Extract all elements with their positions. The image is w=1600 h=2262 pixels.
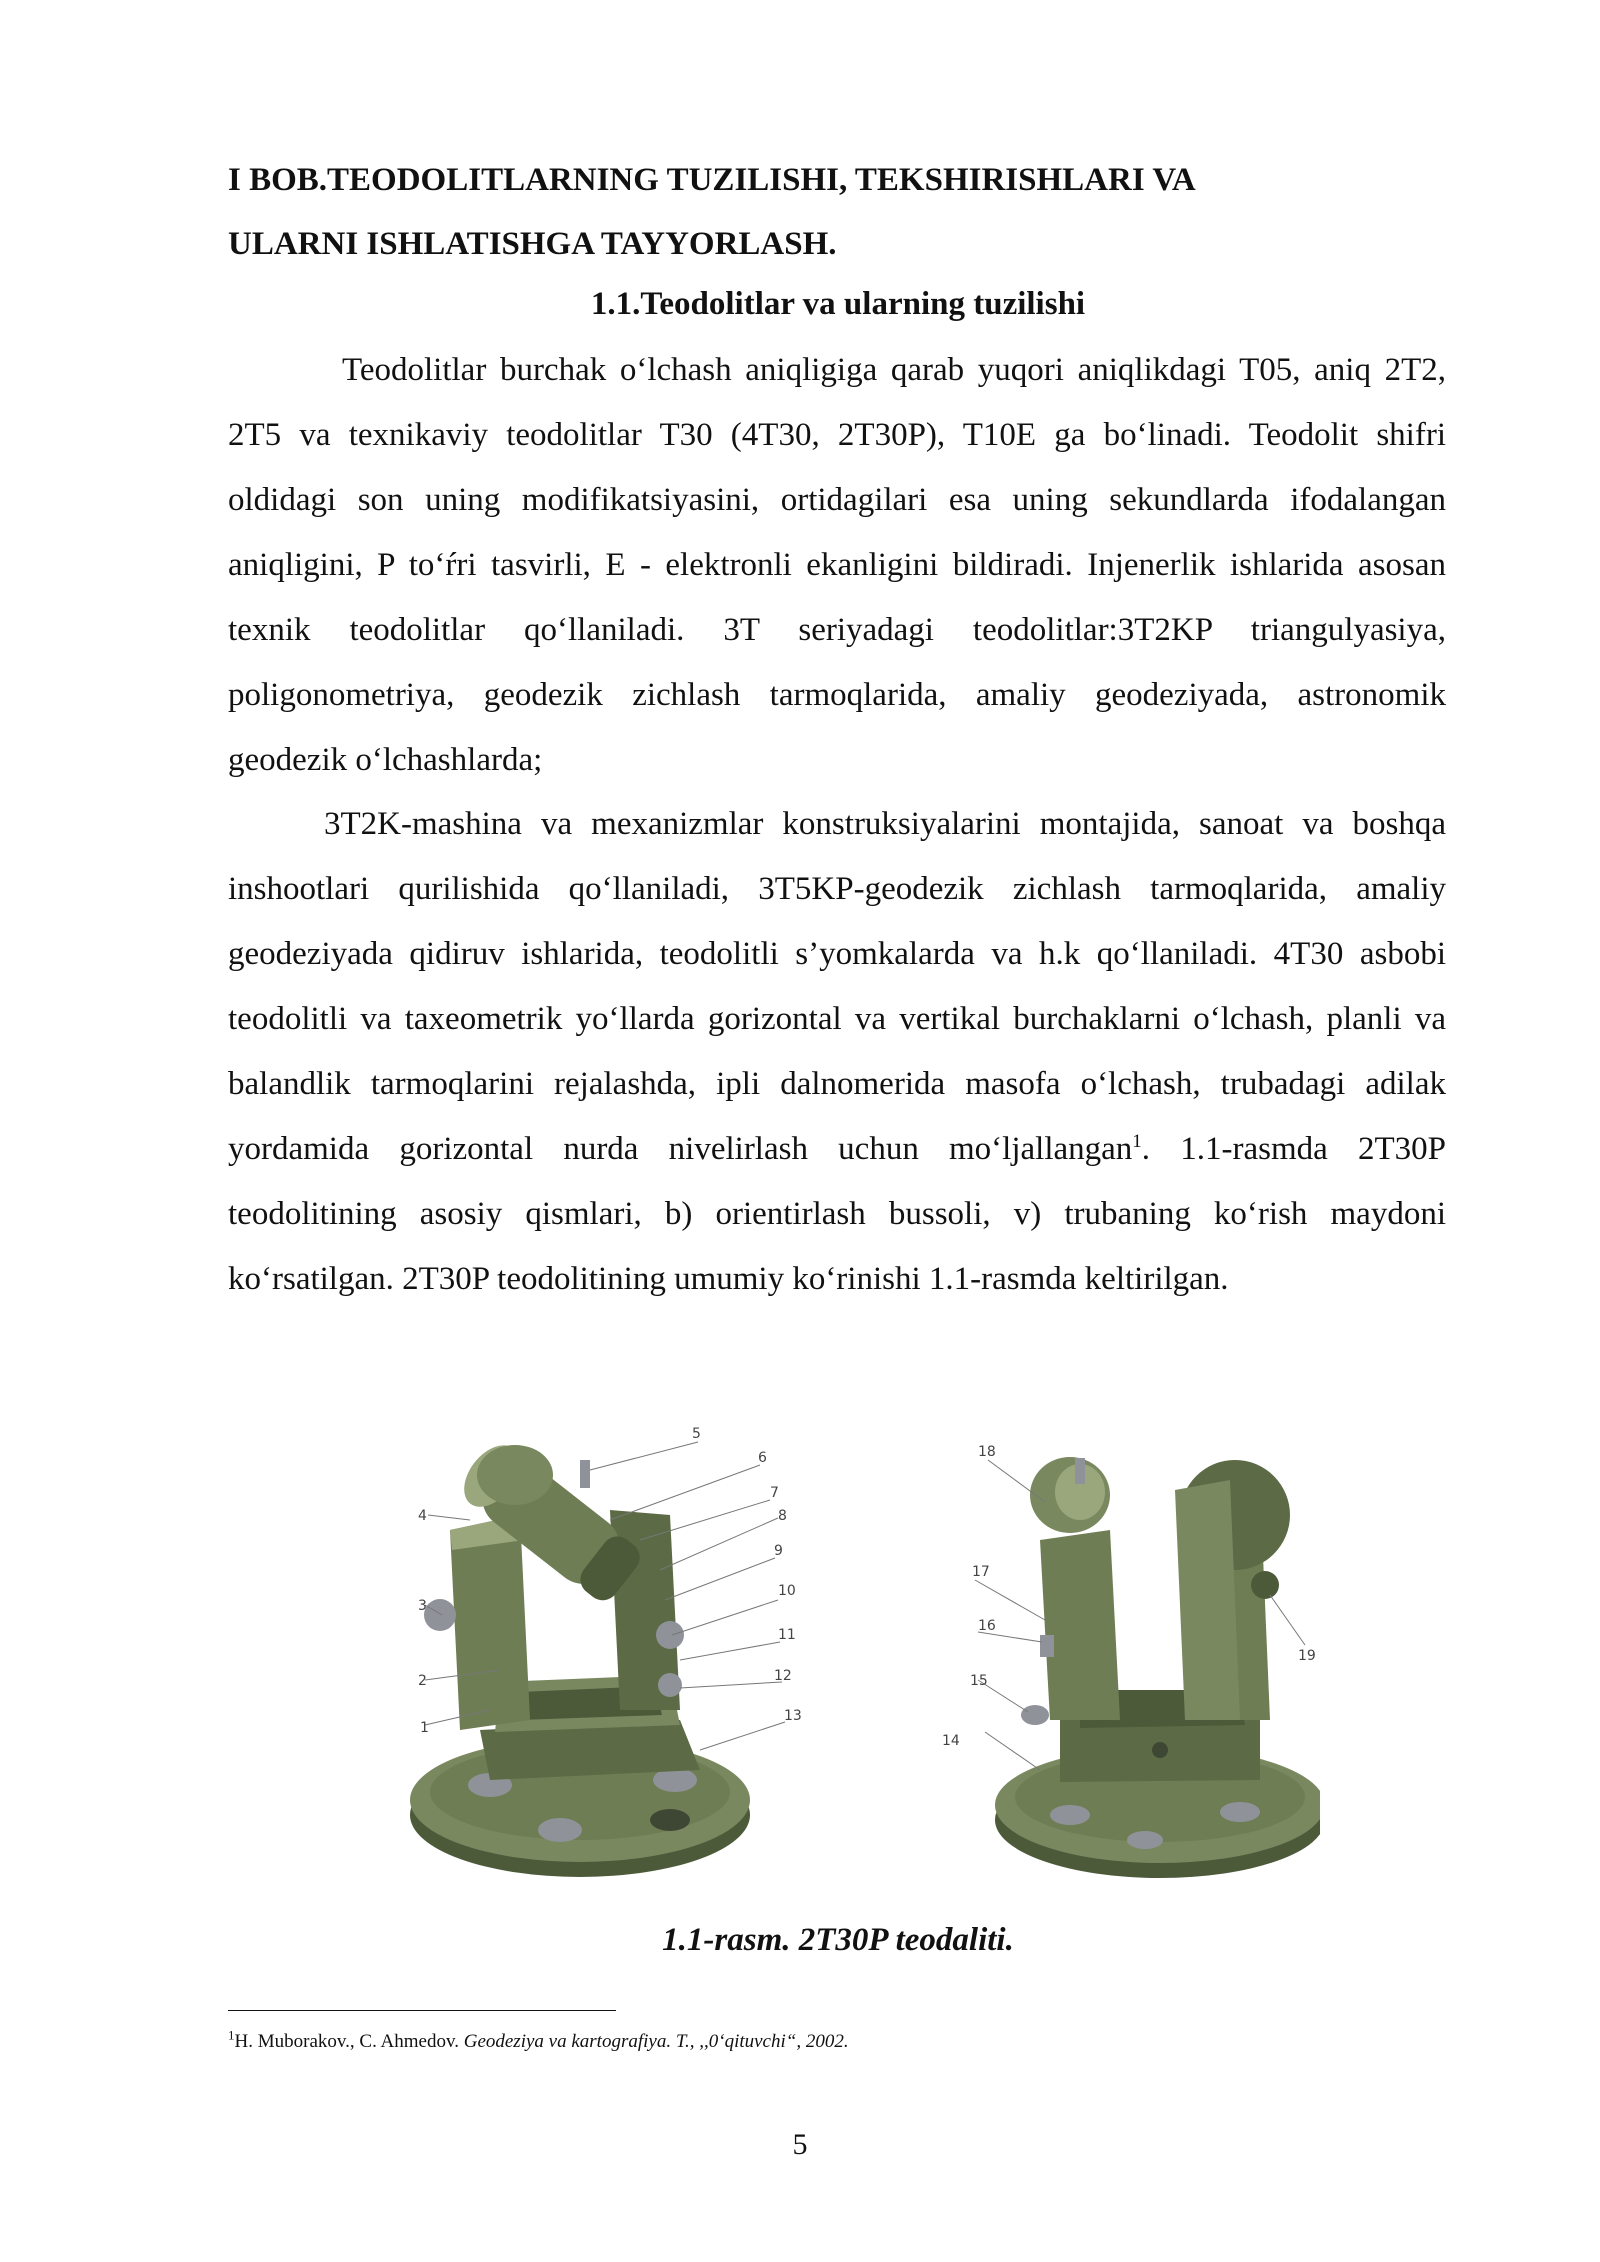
fig-label-11: 11 <box>778 1627 796 1643</box>
fig-label-4: 4 <box>418 1508 427 1524</box>
footnote-authors: H. Muborakov., C. Ahmedov. <box>234 2031 464 2052</box>
chapter-title-line-1: I BOB.TEODOLITLARNING TUZILISHI, TEKSHIRISHLARI VA <box>228 162 1196 198</box>
page-number: 5 <box>792 2128 808 2161</box>
paragraph-2-text-b: . 1.1-rasmda 2T30P teodolitining asosiy qismlari, b) orientirlash bussoli, v) trubaning ko‘rish maydoni ko‘rsatilgan. 2T30P teodolitining umumiy ko‘rinishi 1.1-rasmda keltirilgan. <box>228 1131 1447 1297</box>
fig-label-2: 2 <box>418 1673 427 1689</box>
theodolite-front-view <box>410 1426 802 1877</box>
fig-label-5: 5 <box>692 1426 701 1442</box>
paragraph-1: Teodolitlar burchak o‘lchash aniqligiga qarab yuqori aniqlikdagi T05, aniq 2T2, 2T5 va texnikaviy teodolitlar T30 (4T30, 2T30P), T10E ga bo‘linadi. Teodolit shifri oldidagi son uning modifikatsiyasini, ortidagilari esa uning sekundlarda ifodalangan aniqligini, P to‘ŕri tasvirli, E - elektronli ekanligini bildiradi. Injenerlik ishlarida asosan texnik teodolitlar qo‘llaniladi. 3T seriyadagi teodolitlar:3T2KP triangulyasiya, poligonometriya, geodezik zichlash tarmoqlarida, amaliy geodeziyada, astronomik geodezik o‘lchashlarda; <box>228 352 1446 778</box>
fig-label-8: 8 <box>778 1508 787 1524</box>
paragraph-2-text-a: 3T2K-mashina va mexanizmlar konstruksiyalarini montajida, sanoat va boshqa inshootlari qurilishida qo‘llaniladi, 3T5KP-geodezik zichlash tarmoqlarida, amaliy geodeziyada qidiruv ishlarida, teodolitli s’yomkalarda va h.k qo‘llaniladi. 4T30 asbobi teodolitli va taxeometrik yo‘llarda gorizontal va vertikal burchaklarni o‘lchash, planli va balandlik tarmoqlarini rejalashda, ipli dalnomerida masofa o‘lchash, trubadagi adilak yordamida gorizontal nurda nivelirlash uchun mo‘ljallangan <box>228 806 1446 1167</box>
fig-label-13: 13 <box>784 1708 802 1724</box>
footnote-divider <box>228 2010 616 2011</box>
fig-label-16: 16 <box>978 1618 996 1634</box>
paragraph-2 <box>228 792 1446 1312</box>
theodolite-figure <box>380 1420 1320 1895</box>
footnote-reference[interactable]: 1 <box>1132 1131 1142 1152</box>
fig-label-19: 19 <box>1298 1648 1316 1664</box>
figure-caption: 1.1-rasm. 2T30P teodaliti. <box>662 1922 1014 1958</box>
fig-label-3: 3 <box>418 1598 427 1614</box>
fig-label-1: 1 <box>420 1720 429 1736</box>
footnote-marker: 1 <box>228 2027 235 2043</box>
chapter-title <box>228 148 1448 276</box>
fig-label-17: 17 <box>972 1564 990 1580</box>
fig-label-6: 6 <box>758 1450 767 1466</box>
fig-label-15: 15 <box>970 1673 988 1689</box>
section-title: 1.1.Teodolitlar va ularning tuzilishi <box>590 286 1086 322</box>
footnote-source-title: Geodeziya va kartografiya. T., ,,0‘qituvchi“, 2002. <box>463 2031 849 2052</box>
fig-label-12: 12 <box>774 1668 792 1684</box>
footnote <box>228 2028 849 2056</box>
fig-label-14: 14 <box>942 1733 960 1749</box>
chapter-title-line-2: ULARNI ISHLATISHGA TAYYORLASH. <box>228 226 837 262</box>
fig-label-9: 9 <box>774 1543 783 1559</box>
theodolite-rear-view <box>942 1444 1320 1878</box>
fig-label-7: 7 <box>770 1485 779 1501</box>
fig-label-18: 18 <box>978 1444 996 1460</box>
fig-label-10: 10 <box>778 1583 796 1599</box>
